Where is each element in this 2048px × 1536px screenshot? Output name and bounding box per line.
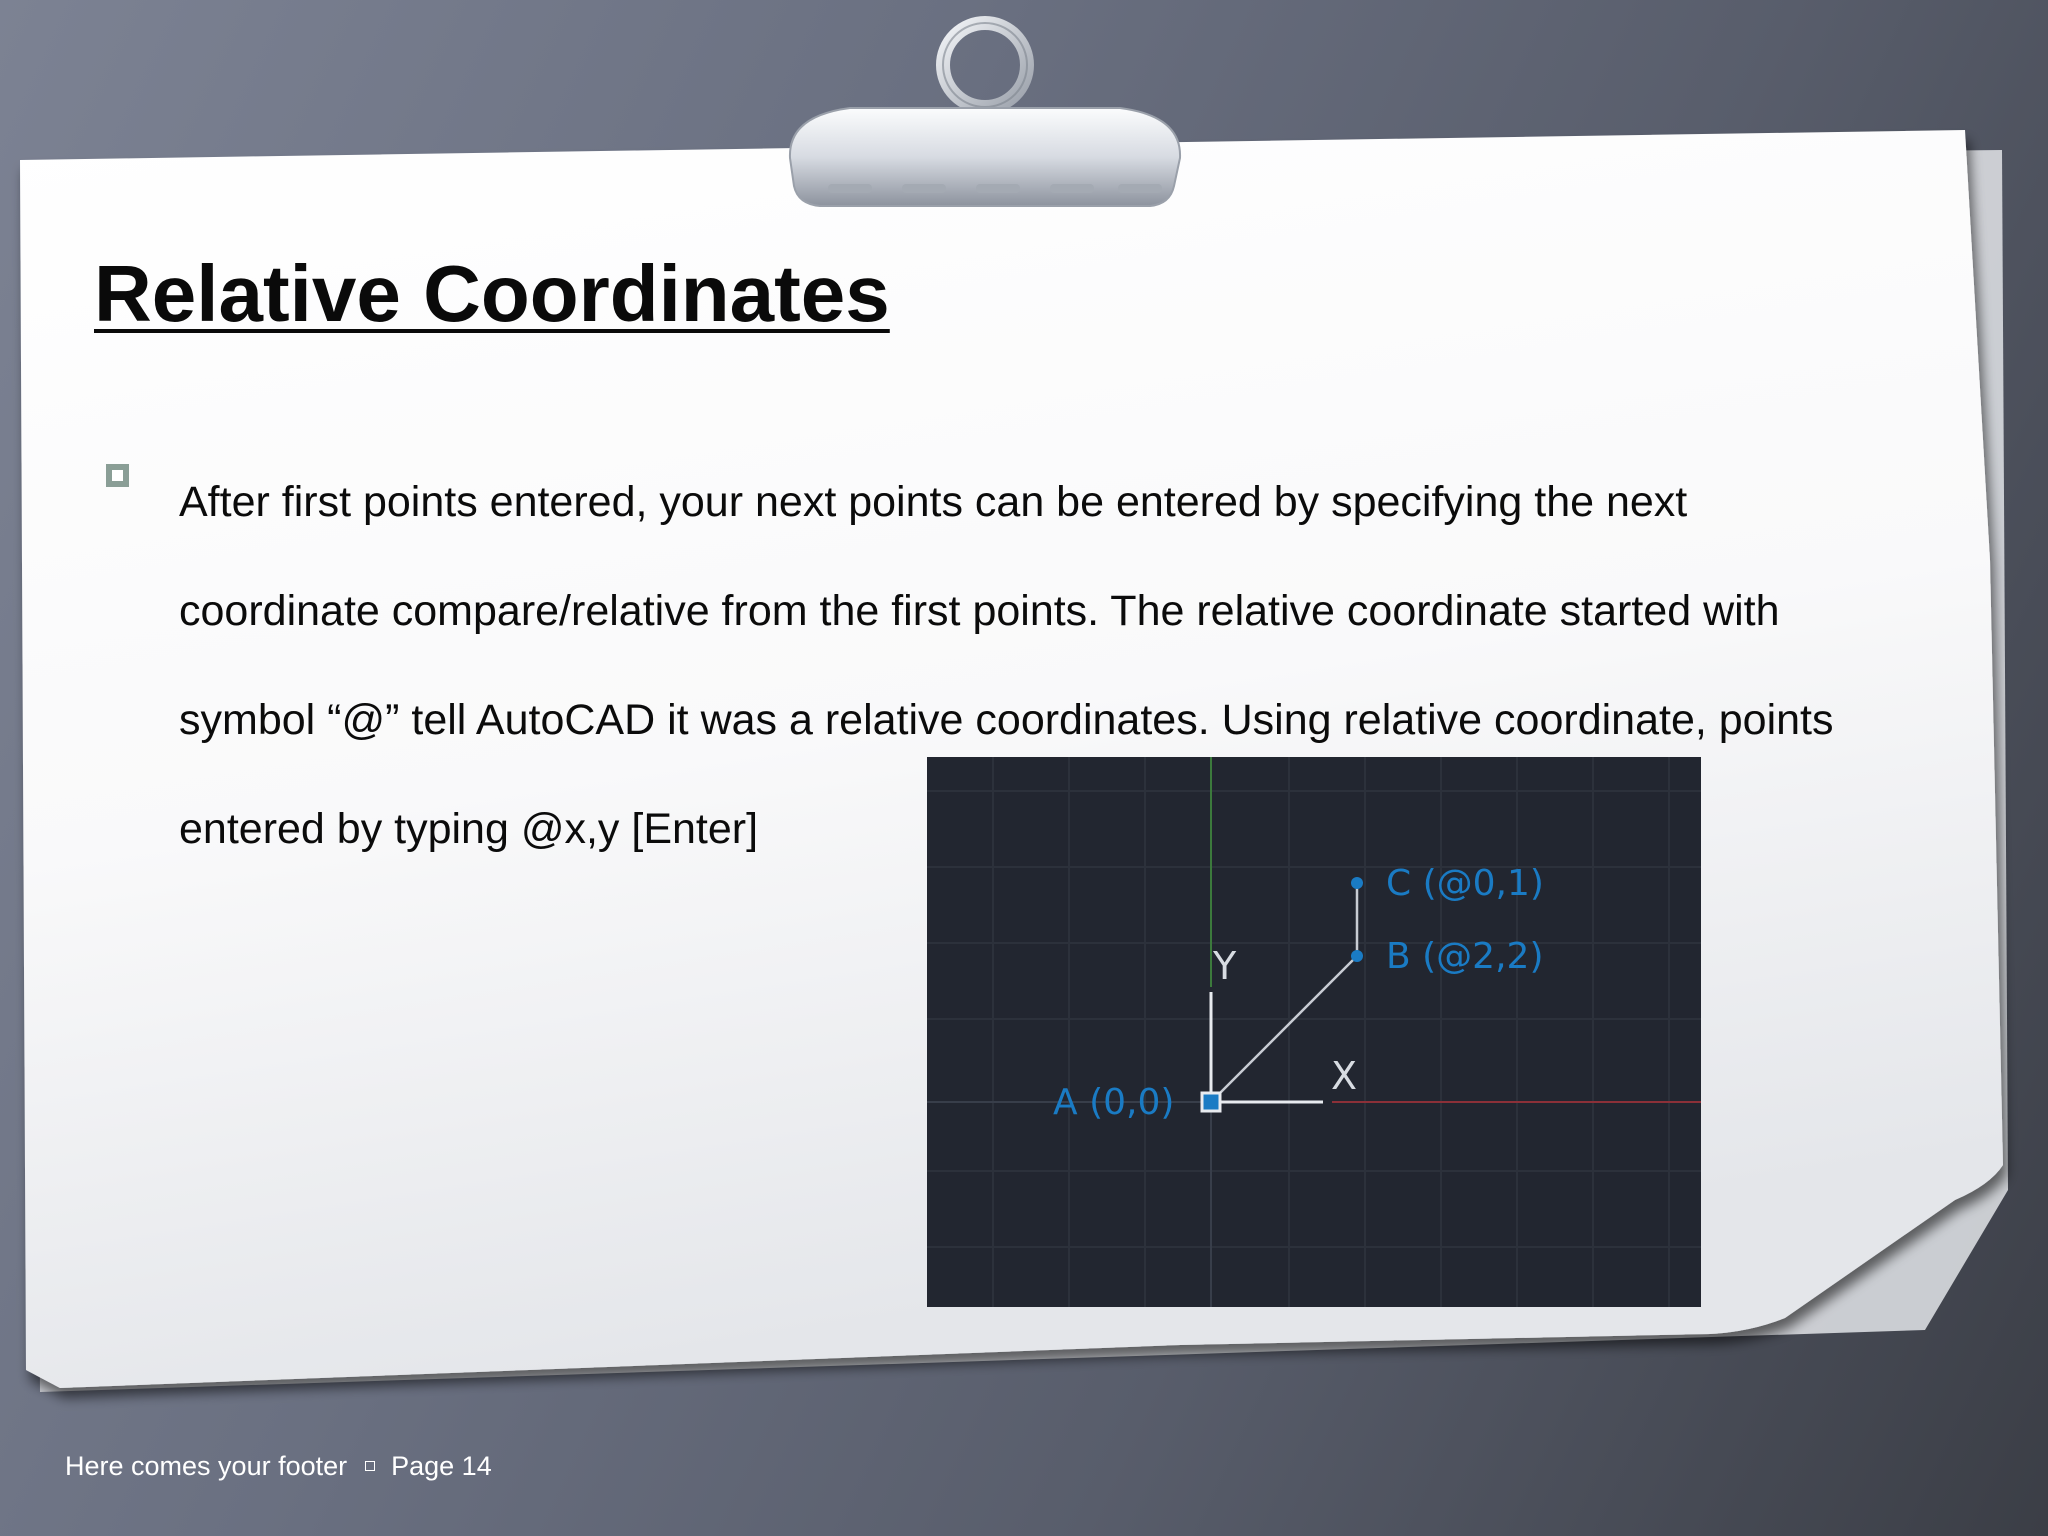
bullet-line: After first points entered, your next points can be entered by specifying the next xyxy=(179,478,1688,526)
x-axis-label: X xyxy=(1331,1054,1358,1098)
paper-clip-icon xyxy=(770,8,1210,218)
autocad-relative-coordinates-figure xyxy=(927,757,1701,1307)
footer-text: Here comes your footer xyxy=(65,1451,348,1481)
cad-grid xyxy=(927,757,1701,1307)
point-c-label: C (@0,1) xyxy=(1386,863,1544,904)
point-b-label: B (@2,2) xyxy=(1386,936,1544,977)
point-b-marker xyxy=(1351,950,1363,962)
point-a-label: A (0,0) xyxy=(1053,1082,1175,1123)
y-axis-label: Y xyxy=(1213,944,1237,988)
slide-title: Relative Coordinates xyxy=(94,249,890,338)
page-number: Page 14 xyxy=(391,1451,492,1481)
slide-footer xyxy=(65,1451,492,1482)
bullet-line: symbol “@” tell AutoCAD it was a relative coordinates. Using relative coordinate, points xyxy=(179,696,1834,744)
footer-separator-icon xyxy=(365,1461,375,1471)
bullet-line: entered by typing @x,y [Enter] xyxy=(179,805,759,853)
bullet-line: coordinate compare/relative from the first points. The relative coordinate started with xyxy=(179,587,1780,635)
bullet-square-icon xyxy=(106,464,129,487)
point-c-marker xyxy=(1351,877,1363,889)
point-a-marker xyxy=(1202,1093,1220,1111)
